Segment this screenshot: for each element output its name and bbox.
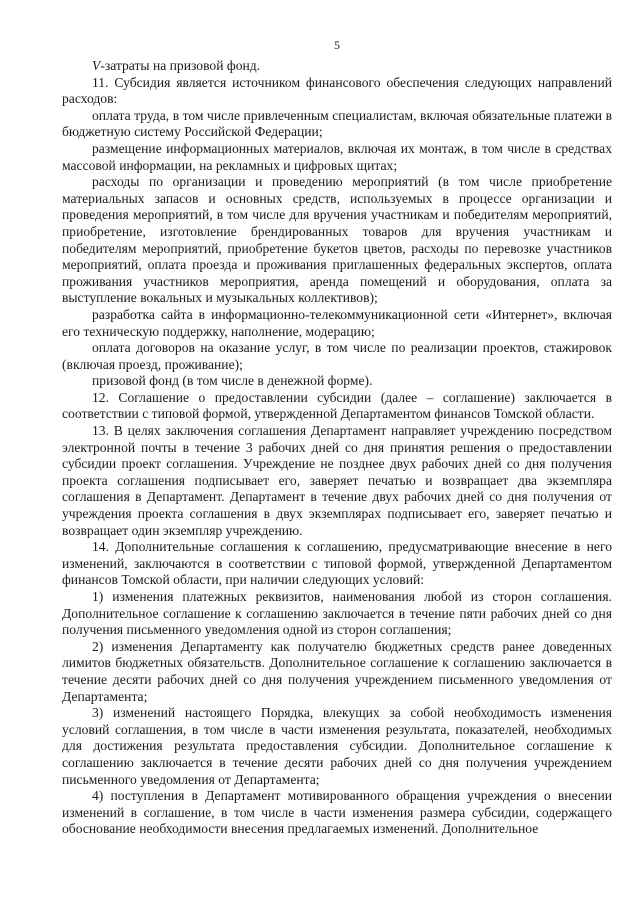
paragraph-11-subsidy-purposes: 11. Субсидия является источником финансового обеспечения следующих направлений расходов: <box>62 74 612 107</box>
page-number: 5 <box>334 38 340 52</box>
paragraph-14-item-2: 2) изменения Департаменту как получателю бюджетных средств ранее доведенных лимитов бюджетных обязательств. Дополнительное соглашение к соглашению заключается в течение десяти рабочих дней со дня получения учреждением письменного уведомления от Департамента; <box>62 638 612 704</box>
paragraph-14-item-3: 3) изменений настоящего Порядка, влекущих за собой необходимость изменения условий соглашения, в том числе в части изменения результата, показателей, необходимых для достижения результата предоставления субсидии. Дополнительное соглашение к соглашению заключается в течение десяти рабочих дней со дня получения учреждением письменного уведомления от Департамента; <box>62 705 612 787</box>
paragraph-info-materials: размещение информационных материалов, включая их монтаж, в том числе в средствах массовой информации, на рекламных и цифровых щитах; <box>62 140 612 173</box>
paragraph-website-development: разработка сайта в информационно-телекоммуникационной сети «Интернет», включая его техническую поддержку, наполнение, модерацию; <box>62 306 612 339</box>
paragraph-prize-fund-variable: V-затраты на призовой фонд. <box>92 58 261 73</box>
paragraph-14-item-4: 4) поступления в Департамент мотивированного обращения учреждения о внесении изменений в соглашение, в том числе в части изменения размера субсидии, содержащего обоснование необходимости внесения предлагаемых изменений. Дополнительное <box>62 788 612 837</box>
paragraph-14-additional-agreements: 14. Дополнительные соглашения к соглашению, предусматривающие внесение в него изменений, заключаются в соответствии с типовой формой, утвержденной Департаментом финансов Томской области, при наличии следующих условий: <box>62 539 612 588</box>
paragraph-12-agreement: 12. Соглашение о предоставлении субсидии (далее – соглашение) заключается в соответствии с типовой формой, утвержденной Департаментом финансов Томской области. <box>62 389 612 422</box>
paragraph-14-item-1: 1) изменения платежных реквизитов, наименования любой из сторон соглашения. Дополнительное соглашение к соглашению заключается в течение пяти рабочих дней со дня получения письменного уведомления одной из сторон соглашения; <box>62 589 612 638</box>
document-page <box>62 38 612 838</box>
variable-v: V <box>92 58 101 73</box>
paragraph-prize-fund: призовой фонд (в том числе в денежной форме). <box>92 373 373 389</box>
paragraph-13-agreement-procedure: 13. В целях заключения соглашения Департамент направляет учреждению посредством электронной почты в течение 3 рабочих дней со дня принятия решения о предоставлении субсидии проект соглашения. Учреждение не позднее двух рабочих дней со дня получения проекта соглашения подписывает его, заверяет печатью и возвращает два экземпляра соглашения в Департамент. Департамент в течение двух рабочих дней со дня получения от учреждения проекта соглашения в двух экземплярах подписывает его, заверяет печатью и возвращает один экземпляр учреждению. <box>62 423 612 538</box>
paragraph-events-expenses: расходы по организации и проведению мероприятий (в том числе приобретение материальных запасов и основных средств, используемых в процессе организации и проведения мероприятий, в том числе для вручения участникам и победителям мероприятий, приобретение, изготовление брендированных товаров для вручения участникам и победителям мероприятий, приобретение букетов цветов, расходы по перевозке участников мероприятий, оплата проезда и проживания приглашенных федеральных экспертов, оплата проживания участников мероприятия, аренда помещений и оборудования, оплата за выступление вокальных и музыкальных коллективов); <box>62 174 612 306</box>
paragraph-labor-payment: оплата труда, в том числе привлеченным специалистам, включая обязательные платежи в бюджетную систему Российской Федерации; <box>62 107 612 140</box>
paragraph-service-contracts: оплата договоров на оказание услуг, в том числе по реализации проектов, стажировок (включая проезд, проживание); <box>62 340 612 372</box>
